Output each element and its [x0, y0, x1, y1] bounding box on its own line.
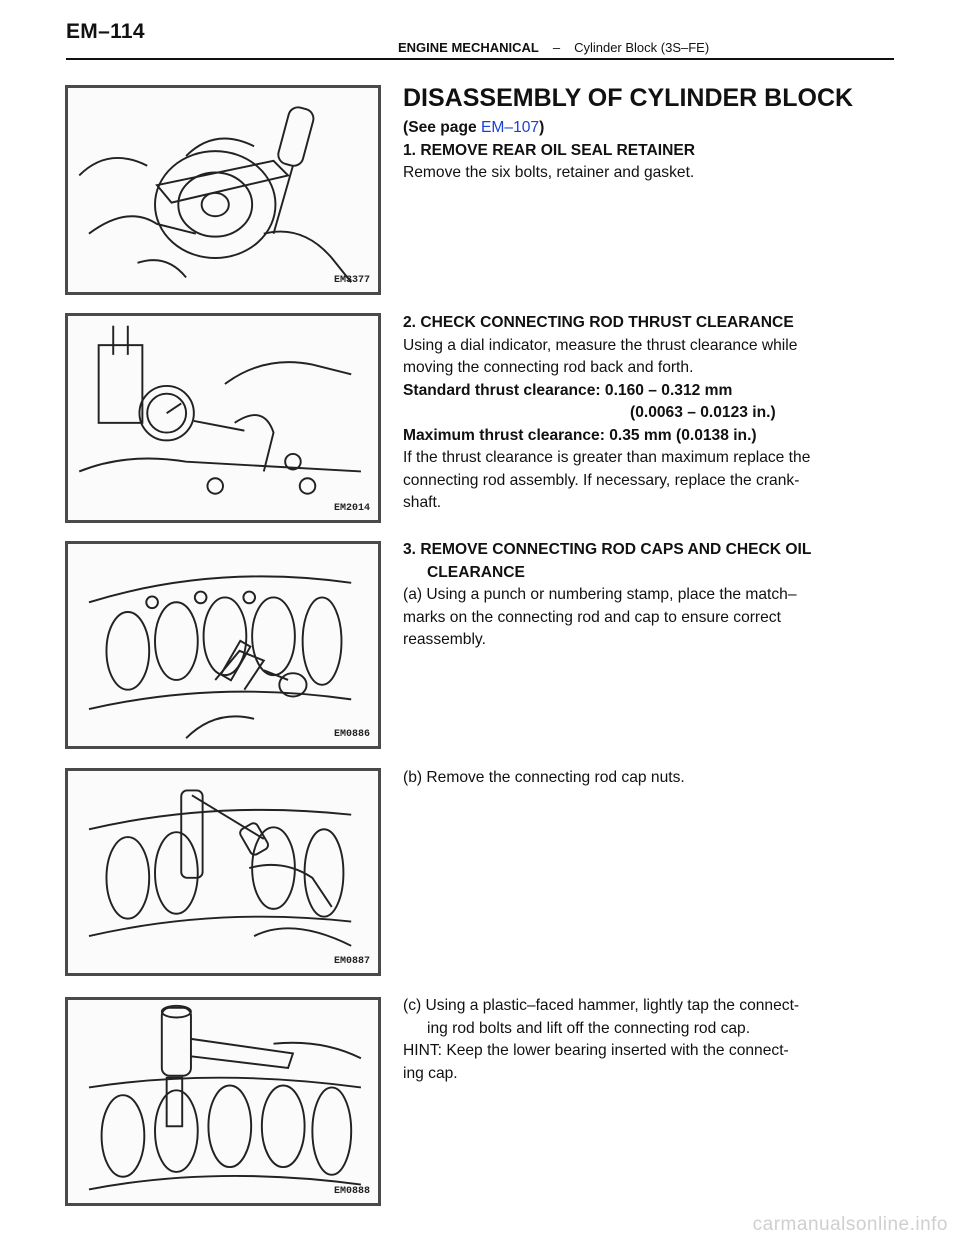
figure-code: EM0888 [333, 1186, 370, 1197]
see-page-reference [403, 117, 873, 140]
step-3b-line: (b) Remove the connecting rod cap nuts. [403, 769, 685, 786]
punch-match-marks-illustration [68, 544, 378, 746]
maximum-clearance-spec: Maximum thrust clearance: 0.35 mm (0.0138 in.) [403, 426, 757, 444]
running-head-section: ENGINE MECHANICAL [398, 40, 539, 55]
step-2-line: If the thrust clearance is greater than maximum replace the [403, 449, 811, 466]
step-2-line: shaft. [403, 494, 442, 511]
section-tap-bolts [403, 995, 873, 1085]
standard-clearance-spec-inches: (0.0063 – 0.0123 in.) [630, 404, 776, 421]
step-1-heading: 1. REMOVE REAR OIL SEAL RETAINER [403, 141, 695, 159]
oil-seal-retainer-removal-illustration [68, 88, 378, 292]
step-3c-line: (c) Using a plastic–faced hammer, lightly tap the connect- [403, 997, 800, 1014]
see-page-prefix: (See page [403, 119, 481, 136]
section-disassembly [403, 83, 873, 185]
hint-line: ing cap. [403, 1064, 458, 1082]
step-3-heading-cont: CLEARANCE [427, 563, 525, 581]
section-cap-nuts [403, 767, 873, 790]
running-head-subsection: Cylinder Block (3S–FE) [574, 40, 710, 55]
wrench-cap-nuts-illustration [68, 771, 378, 973]
step-3c-line-cont: ing rod bolts and lift off the connecting rod cap. [427, 1019, 751, 1037]
figure-oil-seal-retainer [65, 85, 381, 295]
watermark: carmanualsonline.info [752, 1214, 948, 1235]
header-rule [66, 58, 894, 60]
figure-dial-indicator [65, 313, 381, 523]
running-head-separator: – [552, 40, 561, 55]
see-page-suffix: ) [539, 119, 545, 136]
section-thrust-clearance [403, 312, 873, 515]
figure-cap-nuts [65, 768, 381, 976]
figure-match-marks [65, 541, 381, 749]
hammer-tap-illustration [68, 1000, 378, 1203]
step-3-line: reassembly. [403, 631, 486, 648]
page-title: DISASSEMBLY OF CYLINDER BLOCK [403, 84, 854, 112]
figure-code: EM0886 [333, 729, 370, 740]
dial-indicator-illustration [68, 316, 378, 520]
step-2-line: Using a dial indicator, measure the thrust clearance while [403, 336, 798, 354]
standard-clearance-spec: Standard thrust clearance: 0.160 – 0.312 mm [403, 381, 733, 399]
figure-hammer-tap [65, 997, 381, 1206]
hint-line: HINT: Keep the lower bearing inserted with the connect- [403, 1042, 789, 1059]
step-2-heading: 2. CHECK CONNECTING ROD THRUST CLEARANCE [403, 314, 794, 331]
step-2-line: connecting rod assembly. If necessary, replace the crank- [403, 471, 800, 489]
step-1-text: Remove the six bolts, retainer and gasket. [403, 164, 695, 181]
page-number: EM–114 [66, 20, 145, 43]
section-remove-caps [403, 539, 873, 652]
figure-code: EM2014 [333, 503, 370, 514]
figure-code: EM0887 [333, 956, 370, 967]
step-3-line: marks on the connecting rod and cap to ensure correct [403, 608, 781, 626]
step-3-heading: 3. REMOVE CONNECTING ROD CAPS AND CHECK OIL [403, 541, 812, 558]
figure-code: EM3377 [333, 275, 370, 286]
step-3-line: (a) Using a punch or numbering stamp, place the match– [403, 586, 797, 603]
step-2-line: moving the connecting rod back and forth. [403, 359, 694, 376]
see-page-link[interactable]: EM–107 [481, 119, 540, 136]
running-head [398, 40, 709, 55]
